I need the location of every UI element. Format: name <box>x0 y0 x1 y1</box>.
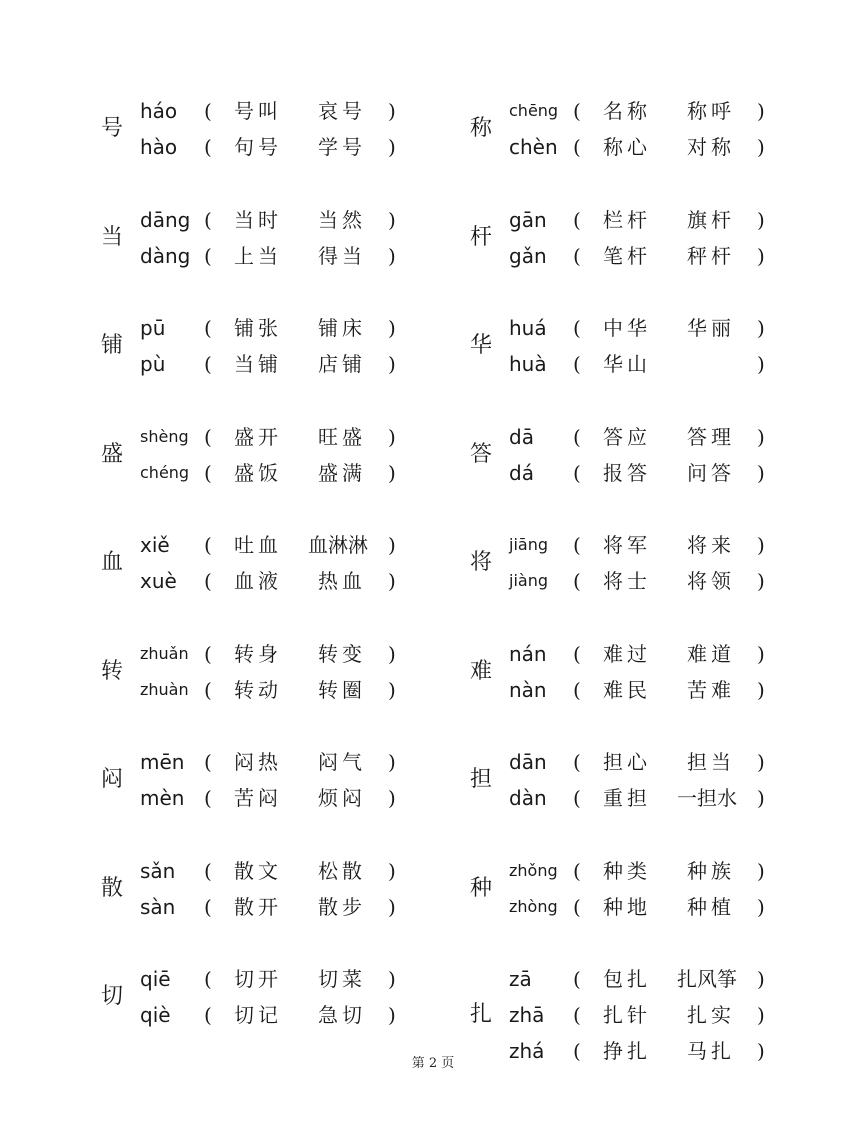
reading-row <box>465 241 866 271</box>
word-1: 名称 <box>603 99 651 123</box>
open-paren: ( <box>573 967 581 991</box>
word-2: 华丽 <box>687 316 735 340</box>
word-2: 急切 <box>318 1003 366 1027</box>
reading-row <box>96 566 516 596</box>
char-group <box>465 856 866 928</box>
word-2: 一担水 <box>677 786 737 810</box>
close-paren: ) <box>757 533 765 557</box>
open-paren: ( <box>573 750 581 774</box>
pinyin: nán <box>509 641 547 666</box>
word-1: 答应 <box>603 424 651 449</box>
close-paren: ) <box>757 569 765 593</box>
reading-row <box>465 96 866 126</box>
pinyin: zā <box>509 967 532 991</box>
pinyin: nàn <box>509 677 547 702</box>
pinyin: mèn <box>140 786 185 810</box>
word-1: 吐血 <box>234 533 282 557</box>
pinyin: chèn <box>509 135 558 159</box>
word-2: 对称 <box>687 135 735 159</box>
polyphonic-char: 闷 <box>100 767 123 792</box>
word-2: 当然 <box>318 207 366 232</box>
pinyin: zhòng <box>509 896 558 916</box>
open-paren: ( <box>573 99 581 123</box>
close-paren: ) <box>757 352 765 376</box>
reading-row <box>96 205 516 235</box>
close-paren: ) <box>757 135 765 159</box>
pinyin: sàn <box>140 894 176 919</box>
right-column <box>465 0 866 1122</box>
close-paren: ) <box>757 243 765 268</box>
polyphonic-char: 当 <box>100 224 123 250</box>
char-group <box>465 639 866 711</box>
open-paren: ( <box>204 750 212 774</box>
reading-row <box>465 856 866 886</box>
pinyin: háo <box>140 99 178 123</box>
reading-row <box>96 856 516 886</box>
char-group <box>96 422 516 494</box>
word-2: 将领 <box>687 569 735 593</box>
word-2: 难道 <box>687 641 735 666</box>
close-paren: ) <box>388 569 396 593</box>
reading-row <box>465 205 866 235</box>
reading-row <box>465 422 866 452</box>
word-2: 旗杆 <box>687 207 735 232</box>
word-1: 苦闷 <box>234 786 282 810</box>
word-2: 店铺 <box>318 352 366 376</box>
close-paren: ) <box>388 424 396 449</box>
pinyin: jiàng <box>509 571 548 590</box>
close-paren: ) <box>388 677 396 702</box>
word-1: 难过 <box>603 641 651 666</box>
word-1: 号叫 <box>234 99 282 123</box>
word-1: 报答 <box>603 460 651 485</box>
polyphonic-char: 华 <box>469 333 492 358</box>
pinyin: chēng <box>509 101 559 120</box>
word-2: 苦难 <box>687 677 735 702</box>
polyphonic-char: 将 <box>469 550 492 575</box>
char-group <box>96 205 516 277</box>
word-2: 担当 <box>687 750 735 774</box>
word-1: 句号 <box>234 135 282 159</box>
word-2: 松散 <box>318 858 366 883</box>
char-group <box>96 313 516 385</box>
word-1: 包扎 <box>603 967 651 991</box>
pinyin: dān <box>509 750 547 774</box>
reading-row <box>465 1000 866 1030</box>
open-paren: ( <box>204 569 212 593</box>
close-paren: ) <box>388 99 396 123</box>
polyphonic-char: 血 <box>100 550 123 575</box>
word-2: 秤杆 <box>687 243 735 268</box>
close-paren: ) <box>388 786 396 810</box>
open-paren: ( <box>573 858 581 883</box>
reading-row <box>465 530 866 560</box>
open-paren: ( <box>204 135 212 159</box>
pinyin: zhǒng <box>509 860 558 880</box>
pinyin: dāng <box>140 207 191 232</box>
open-paren: ( <box>204 424 212 449</box>
word-2: 扎实 <box>687 1003 735 1027</box>
pinyin: zhuàn <box>140 679 189 699</box>
close-paren: ) <box>757 1039 765 1063</box>
close-paren: ) <box>388 135 396 159</box>
open-paren: ( <box>204 243 212 268</box>
open-paren: ( <box>573 352 581 376</box>
open-paren: ( <box>573 786 581 810</box>
polyphonic-char: 答 <box>469 441 492 467</box>
open-paren: ( <box>204 316 212 340</box>
close-paren: ) <box>757 99 765 123</box>
close-paren: ) <box>757 967 765 991</box>
char-group <box>465 422 866 494</box>
close-paren: ) <box>388 1003 396 1027</box>
close-paren: ) <box>757 858 765 883</box>
pinyin: hào <box>140 135 178 159</box>
polyphonic-char: 切 <box>100 984 123 1009</box>
pinyin: dàng <box>140 243 191 268</box>
word-2: 盛满 <box>318 460 366 485</box>
close-paren: ) <box>388 750 396 774</box>
close-paren: ) <box>757 424 765 449</box>
reading-row <box>96 132 516 162</box>
open-paren: ( <box>204 533 212 557</box>
close-paren: ) <box>388 894 396 919</box>
close-paren: ) <box>388 243 396 268</box>
reading-row <box>96 1000 516 1030</box>
word-2: 称呼 <box>687 99 735 123</box>
word-1: 盛饭 <box>234 460 282 485</box>
polyphonic-char: 杆 <box>469 224 492 250</box>
pinyin: mēn <box>140 750 185 774</box>
close-paren: ) <box>388 460 396 485</box>
pinyin: xuè <box>140 569 177 593</box>
open-paren: ( <box>204 99 212 123</box>
reading-row <box>465 313 866 343</box>
polyphonic-char: 种 <box>469 875 492 901</box>
reading-row <box>96 458 516 488</box>
word-1: 难民 <box>603 677 651 702</box>
open-paren: ( <box>573 641 581 666</box>
pinyin: chéng <box>140 462 190 482</box>
close-paren: ) <box>757 750 765 774</box>
word-1: 上当 <box>234 243 282 268</box>
word-1: 切开 <box>234 967 282 991</box>
char-group <box>96 856 516 928</box>
word-1: 扎针 <box>603 1003 651 1027</box>
word-2: 转圈 <box>318 677 366 702</box>
word-2: 血淋淋 <box>308 533 368 557</box>
char-group <box>96 530 516 602</box>
close-paren: ) <box>757 316 765 340</box>
word-1: 种类 <box>603 858 651 883</box>
word-2: 热血 <box>318 569 366 593</box>
open-paren: ( <box>573 894 581 919</box>
open-paren: ( <box>204 207 212 232</box>
reading-row <box>465 458 866 488</box>
close-paren: ) <box>757 786 765 810</box>
pinyin: zhá <box>509 1039 545 1063</box>
char-group <box>96 96 516 168</box>
char-group <box>465 96 866 168</box>
word-1: 挣扎 <box>603 1039 651 1063</box>
word-1: 盛开 <box>234 424 282 449</box>
word-2: 转变 <box>318 641 366 666</box>
open-paren: ( <box>573 533 581 557</box>
close-paren: ) <box>388 967 396 991</box>
reading-row <box>96 639 516 669</box>
open-paren: ( <box>573 316 581 340</box>
word-1: 血液 <box>234 569 282 593</box>
word-1: 散文 <box>234 858 282 883</box>
open-paren: ( <box>573 1003 581 1027</box>
open-paren: ( <box>204 677 212 702</box>
reading-row <box>96 313 516 343</box>
page-number: 第 2 页 <box>411 1056 455 1071</box>
word-1: 切记 <box>234 1003 282 1027</box>
reading-row <box>96 747 516 777</box>
word-2: 答理 <box>687 424 735 449</box>
close-paren: ) <box>757 677 765 702</box>
pinyin: gǎn <box>509 243 547 268</box>
pinyin: shèng <box>140 426 189 446</box>
close-paren: ) <box>388 316 396 340</box>
open-paren: ( <box>573 460 581 485</box>
word-1: 转身 <box>234 641 282 666</box>
close-paren: ) <box>388 533 396 557</box>
word-1: 笔杆 <box>603 243 651 268</box>
open-paren: ( <box>204 1003 212 1027</box>
polyphonic-char: 难 <box>469 658 492 684</box>
word-1: 当铺 <box>234 352 282 376</box>
close-paren: ) <box>757 207 765 232</box>
polyphonic-char: 盛 <box>100 441 123 467</box>
word-1: 种地 <box>603 894 651 919</box>
word-2: 闷气 <box>318 750 366 774</box>
open-paren: ( <box>573 424 581 449</box>
word-2: 扎风筝 <box>677 967 737 991</box>
word-2: 散步 <box>318 894 366 919</box>
word-1: 称心 <box>603 135 651 159</box>
polyphonic-char: 号 <box>100 116 123 141</box>
open-paren: ( <box>204 786 212 810</box>
word-1: 散开 <box>234 894 282 919</box>
word-1: 闷热 <box>234 750 282 774</box>
polyphonic-char: 担 <box>469 767 492 792</box>
pinyin: zhā <box>509 1003 545 1027</box>
polyphonic-char: 扎 <box>469 1002 492 1027</box>
reading-row <box>96 530 516 560</box>
char-group <box>465 205 866 277</box>
word-1: 担心 <box>603 750 651 774</box>
close-paren: ) <box>757 894 765 919</box>
reading-row <box>465 132 866 162</box>
reading-row <box>465 783 866 813</box>
reading-row <box>96 892 516 922</box>
char-group <box>96 964 516 1036</box>
word-2: 种族 <box>687 858 735 883</box>
word-2: 学号 <box>318 135 366 159</box>
word-2: 种植 <box>687 894 735 919</box>
close-paren: ) <box>388 352 396 376</box>
close-paren: ) <box>388 641 396 666</box>
reading-row <box>465 566 866 596</box>
pinyin: huà <box>509 352 547 376</box>
word-1: 栏杆 <box>603 207 651 232</box>
word-1: 当时 <box>234 207 282 232</box>
word-1: 转动 <box>234 677 282 702</box>
open-paren: ( <box>573 1039 581 1063</box>
open-paren: ( <box>204 460 212 485</box>
word-2: 旺盛 <box>318 424 366 449</box>
pinyin: huá <box>509 316 547 340</box>
reading-row <box>465 964 866 994</box>
pinyin: dā <box>509 424 534 449</box>
word-1: 华山 <box>603 352 651 376</box>
open-paren: ( <box>204 967 212 991</box>
reading-row <box>96 783 516 813</box>
reading-row <box>96 422 516 452</box>
left-column <box>96 0 516 1122</box>
close-paren: ) <box>757 460 765 485</box>
close-paren: ) <box>757 641 765 666</box>
polyphonic-char: 称 <box>469 116 492 141</box>
pinyin: xiě <box>140 533 170 557</box>
close-paren: ) <box>388 207 396 232</box>
pinyin: gān <box>509 207 547 232</box>
polyphonic-char: 散 <box>100 875 123 901</box>
reading-row <box>465 892 866 922</box>
char-group <box>96 747 516 819</box>
reading-row <box>96 964 516 994</box>
pinyin: zhuǎn <box>140 643 189 663</box>
open-paren: ( <box>573 207 581 232</box>
reading-row <box>465 675 866 705</box>
word-1: 将士 <box>603 569 651 593</box>
word-2: 问答 <box>687 460 735 485</box>
word-2: 将来 <box>687 533 735 557</box>
word-2: 铺床 <box>318 316 366 340</box>
word-1: 中华 <box>603 316 651 340</box>
reading-row <box>465 349 866 379</box>
char-group <box>96 639 516 711</box>
reading-row <box>465 747 866 777</box>
reading-row <box>96 675 516 705</box>
pinyin: sǎn <box>140 858 176 883</box>
reading-row <box>96 241 516 271</box>
open-paren: ( <box>573 243 581 268</box>
word-1: 铺张 <box>234 316 282 340</box>
word-1: 重担 <box>603 786 651 810</box>
char-group <box>465 530 866 602</box>
word-1: 将军 <box>603 533 651 557</box>
pinyin: qiè <box>140 1003 171 1027</box>
word-2: 得当 <box>318 243 366 268</box>
pinyin: qiē <box>140 967 171 991</box>
pinyin: dàn <box>509 786 547 810</box>
char-group <box>465 747 866 819</box>
pinyin: pù <box>140 352 166 376</box>
word-2: 马扎 <box>687 1039 735 1063</box>
reading-row <box>96 96 516 126</box>
open-paren: ( <box>204 894 212 919</box>
pinyin: pū <box>140 316 166 340</box>
word-2: 哀号 <box>318 99 366 123</box>
char-group <box>465 313 866 385</box>
word-2: 切菜 <box>318 967 366 991</box>
pinyin: dá <box>509 460 534 485</box>
polyphonic-char: 铺 <box>100 333 123 358</box>
open-paren: ( <box>204 641 212 666</box>
reading-row <box>96 349 516 379</box>
word-2: 烦闷 <box>318 786 366 810</box>
close-paren: ) <box>388 858 396 883</box>
polyphonic-char: 转 <box>100 658 123 684</box>
open-paren: ( <box>573 135 581 159</box>
close-paren: ) <box>757 1003 765 1027</box>
open-paren: ( <box>204 352 212 376</box>
pinyin: jiāng <box>509 535 548 554</box>
open-paren: ( <box>573 569 581 593</box>
reading-row <box>465 639 866 669</box>
open-paren: ( <box>204 858 212 883</box>
open-paren: ( <box>573 677 581 702</box>
